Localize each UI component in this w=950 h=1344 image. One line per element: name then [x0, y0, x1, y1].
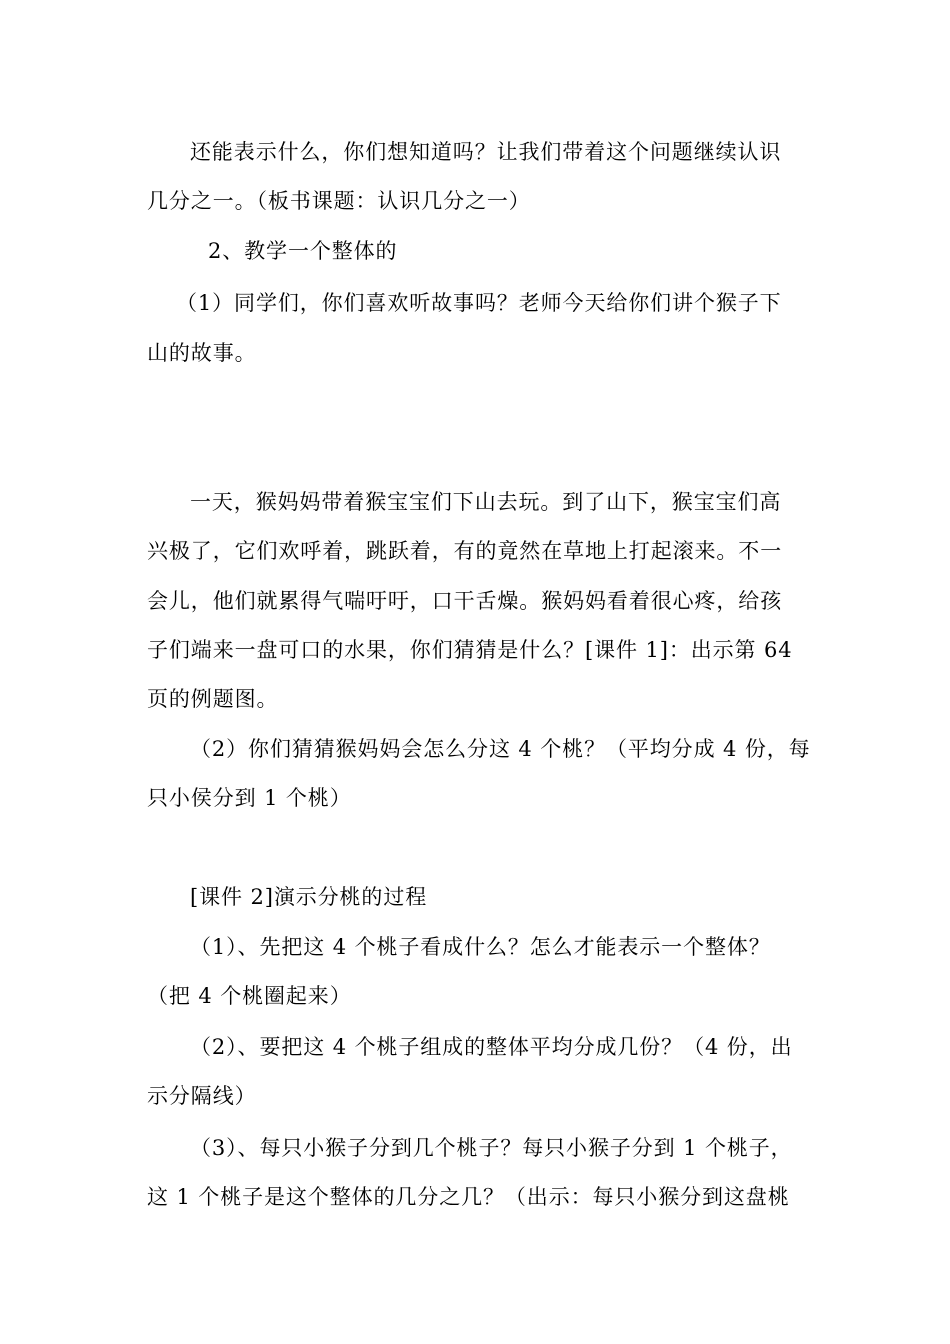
text-line: （1）同学们，你们喜欢听故事吗？老师今天给你们讲个猴子下: [176, 291, 782, 315]
text-line: （2）你们猜猜猴妈妈会怎么分这 4 个桃？（平均分成 4 份，每: [190, 737, 811, 761]
text-line: 兴极了，它们欢呼着，跳跃着，有的竟然在草地上打起滚来。不一: [147, 539, 783, 563]
text-line: 这 1 个桃子是这个整体的几分之几？（出示：每只小猴分到这盘桃: [147, 1185, 790, 1209]
text-line: 只小侯分到 1 个桃）: [147, 786, 352, 810]
text-line: 示分隔线）: [147, 1084, 257, 1108]
text-line: （1）、先把这 4 个桃子看成什么？怎么才能表示一个整体？: [190, 935, 771, 959]
text-line: 子们端来一盘可口的水果，你们猜猜是什么？[课件 1]：出示第 64: [147, 638, 793, 662]
text-line: 山的故事。: [147, 341, 257, 365]
section-heading: 2、教学一个整体的: [208, 239, 398, 263]
text-line: 还能表示什么，你们想知道吗？让我们带着这个问题继续认识: [190, 140, 782, 164]
text-line: （把 4 个桃圈起来）: [147, 984, 352, 1008]
text-line: 几分之一。（板书课题：认识几分之一）: [147, 189, 531, 213]
text-line: 页的例题图。: [147, 687, 279, 711]
text-line: 会儿，他们就累得气喘吁吁，口干舌燥。猴妈妈看着很心疼，给孩: [147, 589, 783, 613]
text-line: [课件 2]演示分桃的过程: [190, 885, 428, 909]
text-line: （3）、每只小猴子分到几个桃子？每只小猴子分到 1 个桃子，: [190, 1136, 793, 1160]
text-line: 一天，猴妈妈带着猴宝宝们下山去玩。到了山下，猴宝宝们高: [190, 490, 782, 514]
text-line: （2）、要把这 4 个桃子组成的整体平均分成几份？（4 份，出: [190, 1035, 793, 1059]
